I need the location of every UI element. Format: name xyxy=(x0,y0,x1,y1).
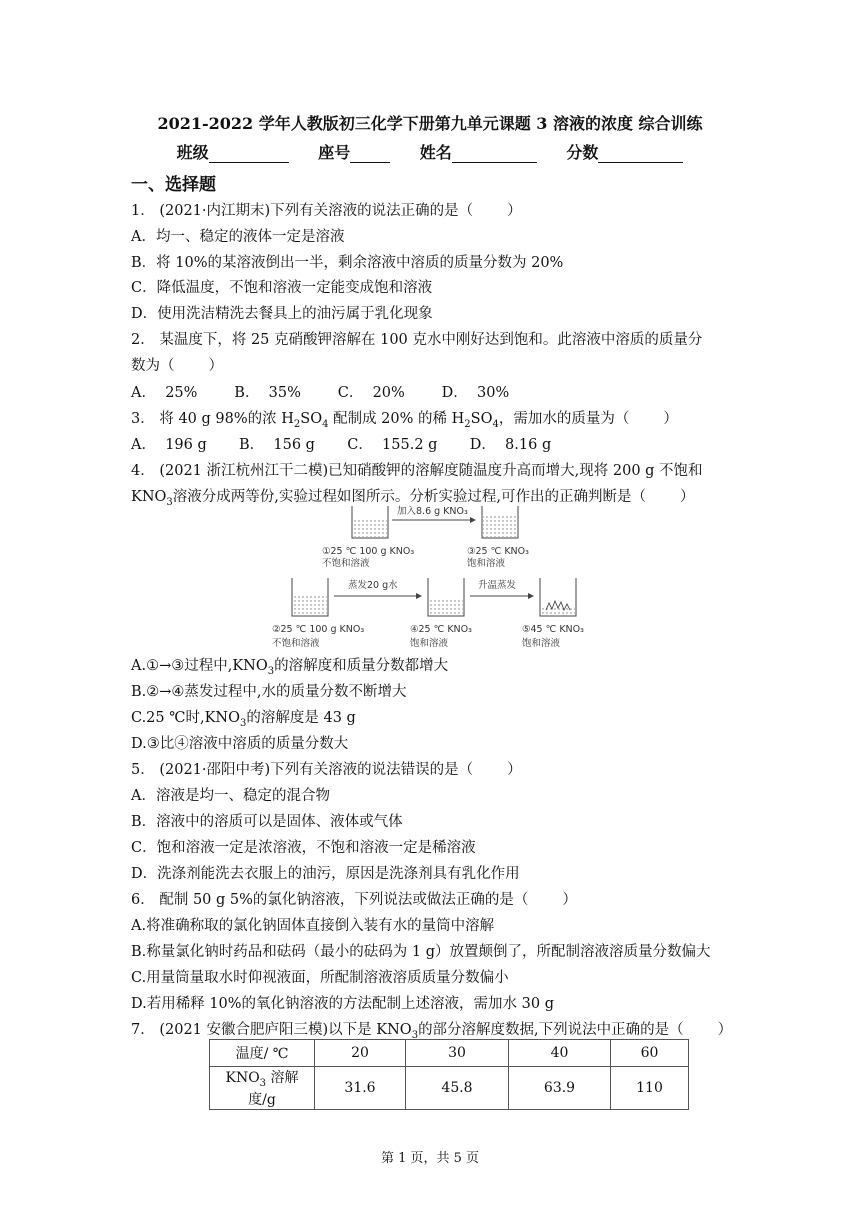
table-cell: 30 xyxy=(406,1040,509,1067)
question-6-option-c: C.用量筒量取水时仰视液面，所配制溶液溶质质量分数偏小 xyxy=(131,970,509,986)
question-1-option-a: A．均一、稳定的液体一定是溶液 xyxy=(131,229,345,245)
question-7-stem: 7． (2021 安徽合肥庐阳三模)以下是 $KNO_3$的部分溶解度数据,下列说法中正确的是（ ） xyxy=(131,1022,733,1041)
table-row xyxy=(210,1067,689,1110)
arrow-2-label: 蒸发20 g水 xyxy=(348,580,398,591)
question-3-options: A． 196 g B． 156 g C． 155.2 g D． 8.16 g xyxy=(131,437,552,453)
question-1-option-d: D．使用洗洁精洗去餐具上的油污属于乳化现象 xyxy=(131,306,433,322)
table-cell: 20 xyxy=(315,1040,406,1067)
beaker-4-label: ④25 ℃ KNO₃ xyxy=(410,624,472,635)
question-1-stem: 1． (2021·内江期末)下列有关溶液的说法正确的是（ ） xyxy=(131,203,522,219)
question-2-options: A． 25% B． 35% C． 20% D． 30% xyxy=(131,385,510,401)
name-blank xyxy=(452,146,537,163)
question-5-option-c: C．饱和溶液一定是浓溶液，不饱和溶液一定是稀溶液 xyxy=(131,840,476,856)
table-cell: 45.8 xyxy=(406,1067,509,1110)
arrow-3-label: 升温蒸发 xyxy=(478,580,517,591)
question-6-option-a: A.将准确称取的氯化钠固体直接倒入装有水的量筒中溶解 xyxy=(131,918,495,934)
table-cell: 110 xyxy=(611,1067,689,1110)
question-2-stem-line2: 数为（ ） xyxy=(131,358,223,374)
table-cell: 31.6 xyxy=(315,1067,406,1110)
arrow-1-label: 加入8.6 g KNO₃ xyxy=(397,506,468,517)
question-4-option-b: B.②→④蒸发过程中,水的质量分数不断增大 xyxy=(131,684,407,700)
question-6-option-d: D.若用稀释 10%的氧化钠溶液的方法配制上述溶液，需加水 30 g xyxy=(131,996,555,1012)
question-4-option-a: A.①→③过程中$,KNO_3$的溶解度和质量分数都增大 xyxy=(131,658,449,677)
question-1-option-b: B．将 10%的某溶液倒出一半，剩余溶液中溶质的质量分数为 20% xyxy=(131,255,564,271)
class-blank xyxy=(209,146,289,163)
question-4-option-c: C.25 ℃时$,KNO_3$的溶解度是 43 g xyxy=(131,710,356,729)
score-label: 分数 xyxy=(566,143,599,162)
page-footer: 第 1 页，共 5 页 xyxy=(380,1151,480,1166)
question-6-option-b: B.称量氯化钠时药品和砝码（最小的砝码为 1 g）放置颠倒了，所配制溶液溶质量分数偏大 xyxy=(131,944,711,960)
question-5-option-a: A．溶液是均一、稳定的混合物 xyxy=(131,788,330,804)
beaker-1-icon xyxy=(352,506,388,538)
beaker-2-label: ②25 ℃ 100 g KNO₃ xyxy=(272,624,365,635)
beaker-2-icon xyxy=(292,578,328,616)
name-label: 姓名 xyxy=(419,143,452,162)
question-5-option-d: D．洗涤剂能洗去衣服上的油污，原因是洗涤剂具有乳化作用 xyxy=(131,866,520,882)
beaker-4-sublabel: 饱和溶液 xyxy=(410,638,449,649)
question-5-stem: 5． (2021·邵阳中考)下列有关溶液的说法错误的是（ ） xyxy=(131,762,522,778)
table-cell: 63.9 xyxy=(509,1067,611,1110)
beaker-1-sublabel: 不饱和溶液 xyxy=(322,558,370,569)
seat-label: 座号 xyxy=(318,143,351,162)
question-1-option-c: C．降低温度，不饱和溶液一定能变成饱和溶液 xyxy=(131,280,433,296)
seat-blank xyxy=(350,146,390,163)
beaker-5-icon xyxy=(540,578,576,616)
score-blank xyxy=(598,146,683,163)
question-4-stem-line1: 4． (2021 浙江杭州江干二模)已知硝酸钾的溶解度随温度升高而增大,现将 200 g 不饱和 xyxy=(131,463,703,479)
question-4-stem-line2: $KNO_3$溶液分成两等份,实验过程如图所示。分析实验过程,可作出的正确判断是（ ） xyxy=(131,489,695,508)
table-header-temperature: 温度/ ℃ xyxy=(210,1040,315,1067)
question-2-stem-line1: 2． 某温度下，将 25 克硝酸钾溶解在 100 克水中刚好达到饱和。此溶液中溶质的质量分 xyxy=(131,332,703,348)
beaker-3-icon xyxy=(482,506,518,538)
table-row xyxy=(210,1040,689,1067)
beaker-1-label: ①25 ℃ 100 g KNO₃ xyxy=(322,546,415,557)
beaker-5-sublabel: 饱和溶液 xyxy=(522,638,561,649)
beaker-2-sublabel: 不饱和溶液 xyxy=(272,638,320,649)
table-cell: 40 xyxy=(509,1040,611,1067)
beaker-5-label: ⑤45 ℃ KNO₃ xyxy=(522,624,584,635)
experiment-diagram xyxy=(270,500,600,656)
student-info-line xyxy=(0,140,860,163)
table-cell: 60 xyxy=(611,1040,689,1067)
beaker-3-label: ③25 ℃ KNO₃ xyxy=(467,546,529,557)
beaker-3-sublabel: 饱和溶液 xyxy=(467,558,506,569)
section-heading: 一、选择题 xyxy=(131,175,216,195)
question-6-stem: 6． 配制 50 g 5%的氯化钠溶液，下列说法或做法正确的是（ ） xyxy=(131,892,577,908)
table-header-solubility: $KNO_3$ 溶解度/g xyxy=(210,1067,315,1110)
question-4-option-d: D.③比④溶液中溶质的质量分数大 xyxy=(131,736,349,752)
question-5-option-b: B．溶液中的溶质可以是固体、液体或气体 xyxy=(131,814,403,830)
question-3-stem: 3． 将 40 g 98%的浓 $H_2SO_4$ 配制成 20% 的稀 $H_2SO_4$，需加水的质量为（ ） xyxy=(131,411,678,430)
page-title: 2021-2022 学年人教版初三化学下册第九单元课题 3 溶液的浓度 综合训练 xyxy=(157,114,703,133)
class-label: 班级 xyxy=(176,143,209,162)
beaker-4-icon xyxy=(428,578,464,616)
solubility-table xyxy=(209,1039,689,1110)
